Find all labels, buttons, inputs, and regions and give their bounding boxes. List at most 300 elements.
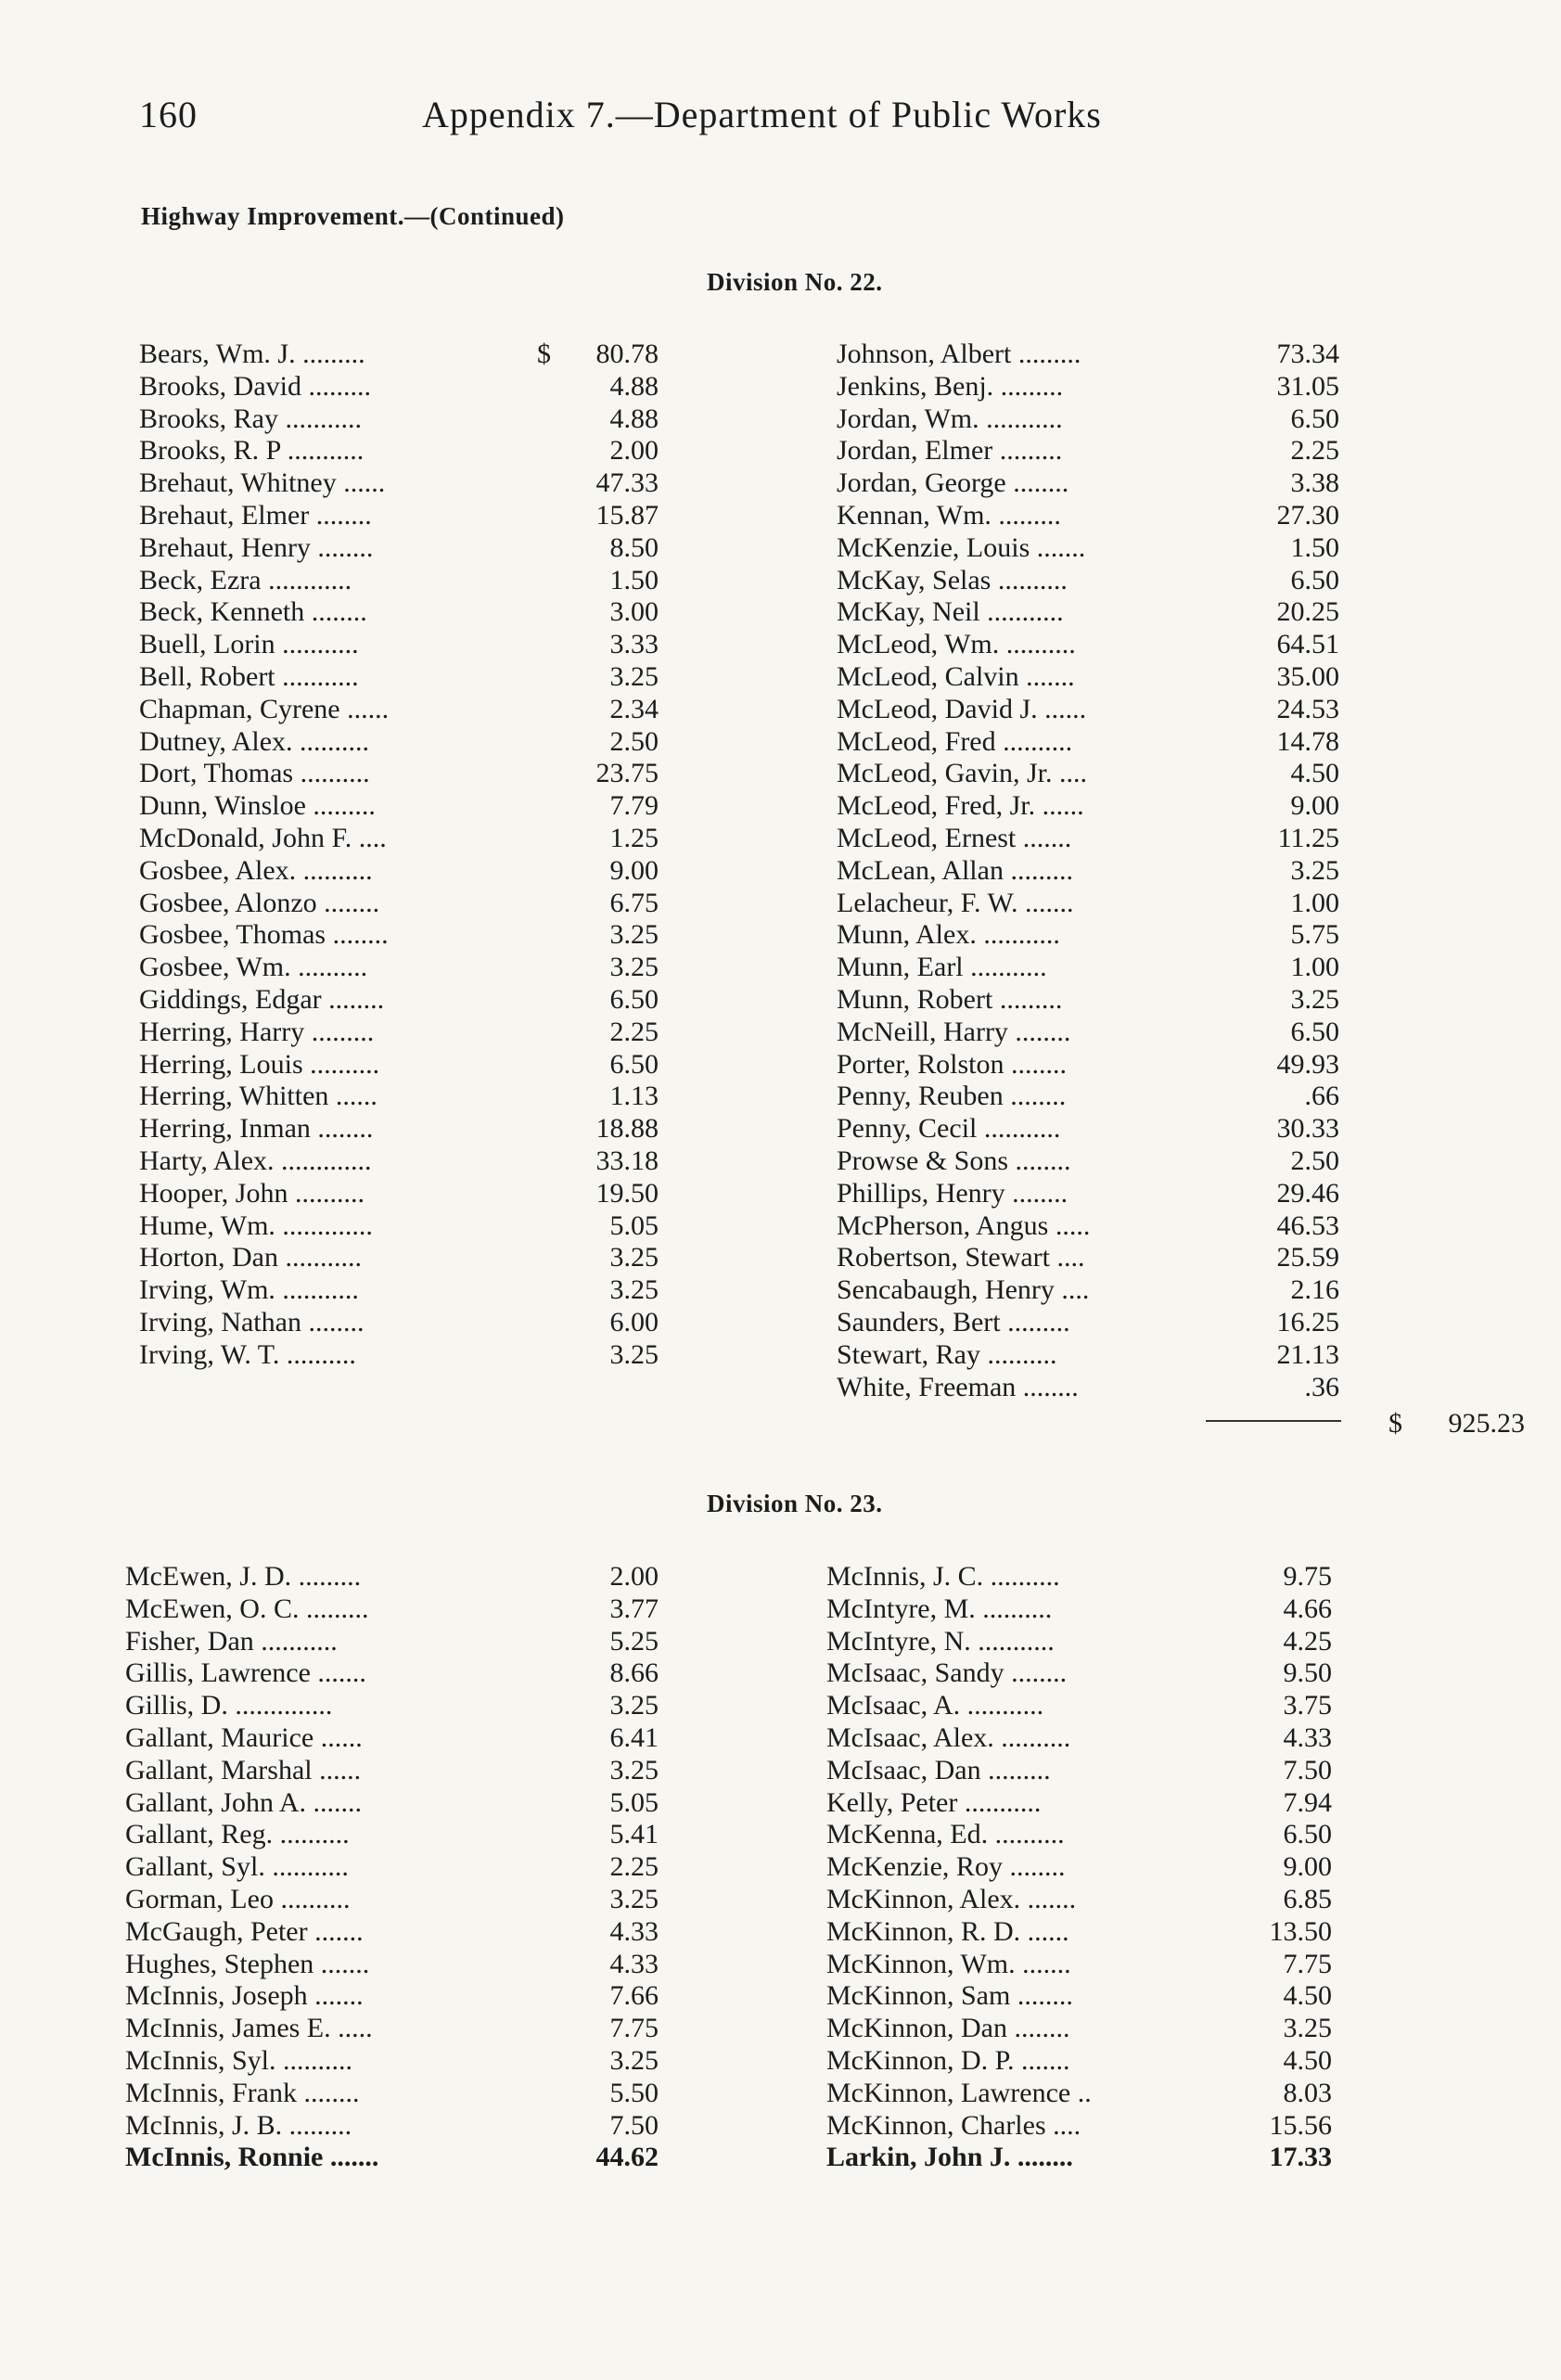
payment-amount: 9.00: [1290, 790, 1339, 822]
division-22-currency-symbol: $: [537, 339, 551, 369]
payee-name: Dutney, Alex. ..........: [139, 725, 370, 757]
division-23-right-row: [826, 1884, 1337, 1916]
payee-name: Gillis, Lawrence .......: [125, 1657, 366, 1689]
payee-name: McKinnon, D. P. .......: [826, 2044, 1070, 2076]
division-22-left-row: [139, 984, 659, 1017]
payee-name: McInnis, Frank ........: [125, 2077, 360, 2108]
payee-name: Hume, Wm. .............: [139, 1209, 373, 1241]
payment-amount: 9.75: [1283, 1561, 1332, 1592]
division-23-left-row: [125, 1851, 659, 1884]
payment-amount: 31.05: [1276, 370, 1339, 402]
division-22-right-row: [837, 500, 1352, 532]
payee-name: Dort, Thomas ..........: [139, 758, 370, 789]
division-22-right-row: [837, 823, 1352, 855]
payment-amount: 3.25: [609, 1754, 659, 1785]
payment-amount: 46.53: [1276, 1209, 1339, 1241]
payment-amount: 6.85: [1283, 1883, 1332, 1914]
payment-amount: 3.25: [609, 660, 659, 692]
division-23-right-row: [826, 1593, 1337, 1626]
division-23-right-column: [826, 1561, 1337, 2174]
division-22-left-row: [139, 952, 659, 984]
payee-name: Harty, Alex. .............: [139, 1145, 372, 1176]
division-22-left-column: [139, 339, 659, 1372]
payee-name: Gosbee, Alonzo ........: [139, 887, 380, 918]
division-22-right-row: [837, 661, 1352, 694]
payment-amount: 3.38: [1290, 467, 1339, 499]
division-22-right-row: [837, 339, 1352, 371]
payment-amount: 11.25: [1277, 822, 1339, 853]
division-22-left-row: [139, 1307, 659, 1339]
payee-name: Giddings, Edgar ........: [139, 983, 385, 1015]
division-22-left-row: [139, 500, 659, 532]
division-22-right-row: [837, 435, 1352, 467]
payee-name: Brehaut, Henry ........: [139, 531, 374, 563]
division-22-right-row: [837, 1210, 1352, 1243]
payee-name: Bell, Robert ...........: [139, 660, 359, 692]
payment-amount: 3.25: [1283, 2013, 1332, 2044]
payment-amount: 6.50: [1290, 564, 1339, 595]
payee-name: Sencabaugh, Henry ....: [837, 1274, 1090, 1306]
payee-name: McEwen, O. C. .........: [125, 1593, 369, 1624]
payee-name: Kennan, Wm. .........: [837, 499, 1061, 531]
payment-amount: .66: [1304, 1081, 1339, 1112]
payee-name: McInnis, Joseph .......: [125, 1980, 364, 2012]
division-22-left-row: [139, 403, 659, 436]
payment-amount: 4.88: [609, 370, 659, 402]
division-23-left-row: [125, 1722, 659, 1755]
payee-name: Irving, Nathan ........: [139, 1306, 365, 1337]
payee-name: Brehaut, Whitney ......: [139, 467, 386, 499]
payment-amount: 9.50: [1283, 1657, 1332, 1689]
division-22-right-row: [837, 1113, 1352, 1145]
payee-name: McInnis, J. B. .........: [125, 2109, 352, 2141]
payee-name: McKinnon, Dan ........: [826, 2013, 1070, 2044]
payment-amount: 4.25: [1283, 1625, 1332, 1657]
payee-name: McKenzie, Louis .......: [837, 531, 1086, 563]
division-22-right-row: [837, 1017, 1352, 1049]
payment-amount: 14.78: [1276, 725, 1339, 757]
division-23-left-row: [125, 1561, 659, 1593]
division-23-right-row: [826, 1980, 1337, 2013]
division-22-right-row: [837, 919, 1352, 952]
payment-amount: 30.33: [1276, 1113, 1339, 1145]
payment-amount: 23.75: [595, 758, 659, 789]
payee-name: Bears, Wm. J. .........: [139, 339, 365, 369]
division-23-left-row: [125, 1593, 659, 1626]
payee-name: Jordan, George ........: [837, 467, 1069, 499]
division-23-left-row: [125, 2142, 659, 2174]
section-title: Highway Improvement.—(Continued): [141, 202, 565, 230]
payment-amount: 3.25: [609, 1274, 659, 1306]
payee-name: McIntyre, N. ...........: [826, 1625, 1055, 1657]
payee-name: McDonald, John F. ....: [139, 822, 387, 853]
division-23-left-row: [125, 1884, 659, 1916]
division-23-right-row: [826, 1657, 1337, 1690]
payment-amount: 4.33: [609, 1915, 659, 1947]
payee-name: McIsaac, A. ...........: [826, 1690, 1044, 1721]
payee-name: Dunn, Winsloe .........: [139, 790, 376, 822]
payee-name: Beck, Ezra ............: [139, 564, 352, 595]
payee-name: McNeill, Harry ........: [837, 1016, 1071, 1047]
payee-name: Fisher, Dan ...........: [125, 1625, 338, 1657]
payment-amount: 2.00: [609, 435, 659, 467]
payment-amount: 3.25: [609, 1242, 659, 1273]
division-22-left-row: [139, 1210, 659, 1243]
payee-name: McInnis, J. C. ..........: [826, 1561, 1060, 1592]
payee-name: McLeod, Calvin .......: [837, 660, 1075, 692]
payment-amount: 19.50: [595, 1177, 659, 1209]
division-23-left-row: [125, 1787, 659, 1820]
division-22-left-row: [139, 694, 659, 726]
payee-name: Gorman, Leo ..........: [125, 1883, 351, 1914]
division-23-left-row: [125, 1980, 659, 2013]
payee-name: Herring, Harry .........: [139, 1016, 375, 1047]
payment-amount: 3.25: [609, 952, 659, 983]
division-22-right-row: [837, 1081, 1352, 1113]
payee-name: McEwen, J. D. .........: [125, 1561, 362, 1592]
payee-name: McIsaac, Sandy ........: [826, 1657, 1068, 1689]
payment-amount: 4.50: [1290, 758, 1339, 789]
payee-name: Brehaut, Elmer ........: [139, 499, 372, 531]
division-22-left-row: [139, 467, 659, 500]
division-22-left-row: [139, 1113, 659, 1145]
page-title: Appendix 7.—Department of Public Works: [422, 94, 1102, 135]
division-23-title: Division No. 23.: [707, 1490, 883, 1517]
division-22-left-row: [139, 855, 659, 888]
division-22-left-row: [139, 823, 659, 855]
payee-name: Herring, Inman ........: [139, 1113, 374, 1145]
division-22-total: 925.23: [1448, 1408, 1525, 1439]
payment-amount: 27.30: [1276, 499, 1339, 531]
payee-name: McKinnon, Alex. .......: [826, 1883, 1077, 1914]
payment-amount: 7.79: [609, 790, 659, 822]
division-23-left-row: [125, 1657, 659, 1690]
payment-amount: 29.46: [1276, 1177, 1339, 1209]
payee-name: McKinnon, Charles ....: [826, 2109, 1081, 2141]
page-header: [139, 93, 1271, 148]
payee-name: McKinnon, Lawrence ..: [826, 2077, 1092, 2108]
payment-amount: 5.50: [609, 2077, 659, 2108]
division-22-right-row: [837, 726, 1352, 759]
payee-name: McIntyre, M. ..........: [826, 1593, 1053, 1624]
payment-amount: 7.75: [609, 2013, 659, 2044]
payee-name: Jordan, Elmer .........: [837, 435, 1063, 467]
payee-name: McInnis, James E. .....: [125, 2013, 373, 2044]
payee-name: McInnis, Ronnie .......: [125, 2142, 379, 2173]
payee-name: McLeod, Ernest .......: [837, 822, 1072, 853]
division-23-left-row: [125, 1949, 659, 1981]
division-22-right-row: [837, 629, 1352, 661]
payee-name: Munn, Alex. ...........: [837, 919, 1060, 951]
payment-amount: 6.75: [609, 887, 659, 918]
payee-name: Hooper, John ..........: [139, 1177, 365, 1209]
division-23-right-row: [826, 1851, 1337, 1884]
payee-name: Herring, Whitten ......: [139, 1081, 377, 1112]
payment-amount: 18.88: [595, 1113, 659, 1145]
division-22-right-row: [837, 758, 1352, 790]
payment-amount: 7.66: [609, 1980, 659, 2012]
payment-amount: 4.88: [609, 403, 659, 434]
payment-amount: 6.50: [609, 983, 659, 1015]
division-22-left-row: [139, 1081, 659, 1113]
division-23-left-row: [125, 1690, 659, 1722]
payee-name: Jordan, Wm. ...........: [837, 403, 1063, 434]
payment-amount: 7.94: [1283, 1786, 1332, 1818]
payment-amount: 3.00: [609, 596, 659, 628]
division-22-left-row: [139, 661, 659, 694]
payment-amount: 80.78: [595, 339, 659, 369]
division-22-left-row: [139, 1274, 659, 1307]
payee-name: Chapman, Cyrene ......: [139, 693, 390, 724]
total-rule: [1206, 1420, 1341, 1422]
payment-amount: 3.25: [609, 2044, 659, 2076]
division-22-left-row: [139, 1049, 659, 1081]
payee-name: Irving, Wm. ...........: [139, 1274, 359, 1306]
payee-name: Gosbee, Thomas ........: [139, 919, 389, 951]
division-23-left-row: [125, 1819, 659, 1851]
payment-amount: 3.25: [1290, 854, 1339, 886]
payee-name: McIsaac, Dan .........: [826, 1754, 1051, 1785]
division-22-left-row: [139, 532, 659, 565]
payee-name: McKay, Neil ...........: [837, 596, 1064, 628]
division-22-right-row: [837, 1178, 1352, 1210]
division-23-right-row: [826, 2013, 1337, 2045]
payee-name: Brooks, R. P ...........: [139, 435, 365, 467]
division-23-right-row: [826, 1755, 1337, 1787]
payment-amount: 3.25: [609, 1883, 659, 1914]
division-22-right-row: [837, 1274, 1352, 1307]
payee-name: McLeod, Wm. ..........: [837, 629, 1076, 660]
payment-amount: 7.50: [609, 2109, 659, 2141]
payment-amount: 6.50: [1283, 1819, 1332, 1850]
payment-amount: 3.25: [609, 1690, 659, 1721]
division-22-left-row: [139, 758, 659, 790]
payee-name: Prowse & Sons ........: [837, 1145, 1071, 1176]
payment-amount: 47.33: [595, 467, 659, 499]
payment-amount: 49.93: [1276, 1048, 1339, 1080]
payee-name: McLeod, Fred ..........: [837, 725, 1073, 757]
payment-amount: 2.50: [1290, 1145, 1339, 1176]
division-22-right-row: [837, 467, 1352, 500]
division-22-left-row: [139, 1242, 659, 1274]
payment-amount: 1.50: [1290, 531, 1339, 563]
payment-amount: 2.25: [609, 1016, 659, 1047]
payment-amount: 73.34: [1276, 339, 1339, 369]
payment-amount: 5.05: [609, 1209, 659, 1241]
division-22-left-row: [139, 629, 659, 661]
division-23-left-row: [125, 1755, 659, 1787]
payee-name: Munn, Robert .........: [837, 983, 1063, 1015]
division-23-right-row: [826, 2045, 1337, 2078]
division-23-right-row: [826, 1787, 1337, 1820]
division-22-right-row: [837, 1307, 1352, 1339]
division-23-right-row: [826, 2142, 1337, 2174]
division-22-right-row: [837, 694, 1352, 726]
payee-name: McLeod, Fred, Jr. ......: [837, 790, 1084, 822]
payee-name: Phillips, Henry ........: [837, 1177, 1068, 1209]
division-22-right-row: [837, 1372, 1352, 1404]
division-23-right-row: [826, 1819, 1337, 1851]
division-22-right-row: [837, 1242, 1352, 1274]
payment-amount: 8.03: [1283, 2077, 1332, 2108]
division-23-right-row: [826, 2110, 1337, 2143]
payment-amount: 3.25: [609, 1338, 659, 1370]
payee-name: Lelacheur, F. W. .......: [837, 887, 1074, 918]
payment-amount: 15.87: [595, 499, 659, 531]
division-22-left-row: [139, 596, 659, 629]
payee-name: Gallant, Maurice ......: [125, 1721, 363, 1753]
payment-amount: 33.18: [595, 1145, 659, 1176]
payment-amount: 44.62: [595, 2142, 659, 2173]
division-22-left-row: [139, 1145, 659, 1178]
payment-amount: 2.16: [1290, 1274, 1339, 1306]
payment-amount: 4.33: [609, 1948, 659, 1979]
payee-name: Herring, Louis ..........: [139, 1048, 380, 1080]
division-23-left-column: [125, 1561, 659, 2174]
division-23-right-row: [826, 1626, 1337, 1658]
payment-amount: 3.77: [609, 1593, 659, 1624]
payment-amount: 35.00: [1276, 660, 1339, 692]
payee-name: Gosbee, Alex. ..........: [139, 854, 373, 886]
division-22-left-row: [139, 339, 659, 371]
payee-name: Irving, W. T. ..........: [139, 1338, 356, 1370]
payee-name: McLean, Allan .........: [837, 854, 1073, 886]
payee-name: McIsaac, Alex. ..........: [826, 1721, 1071, 1753]
payment-amount: 2.50: [609, 725, 659, 757]
payment-amount: 2.34: [609, 693, 659, 724]
payee-name: Johnson, Albert .........: [837, 339, 1081, 369]
payee-name: Larkin, John J. ........: [826, 2142, 1073, 2173]
payment-amount: 6.00: [609, 1306, 659, 1337]
division-22-right-row: [837, 1339, 1352, 1372]
payee-name: Penny, Cecil ...........: [837, 1113, 1061, 1145]
payee-name: Brooks, Ray ...........: [139, 403, 362, 434]
payment-amount: 8.66: [609, 1657, 659, 1689]
payee-name: Gallant, John A. .......: [125, 1786, 362, 1818]
payment-amount: 1.13: [609, 1081, 659, 1112]
payee-name: Saunders, Bert .........: [837, 1306, 1070, 1337]
payee-name: McKenna, Ed. ..........: [826, 1819, 1065, 1850]
payment-amount: 1.00: [1290, 952, 1339, 983]
payment-amount: 2.25: [609, 1851, 659, 1883]
division-23-left-row: [125, 2013, 659, 2045]
payee-name: McPherson, Angus .....: [837, 1209, 1091, 1241]
division-22-right-row: [837, 596, 1352, 629]
payment-amount: 16.25: [1276, 1306, 1339, 1337]
payment-amount: 2.25: [1290, 435, 1339, 467]
payment-amount: 6.50: [609, 1048, 659, 1080]
payment-amount: 3.25: [1290, 983, 1339, 1015]
division-22-left-row: [139, 1339, 659, 1372]
payee-name: McKinnon, Wm. .......: [826, 1948, 1071, 1979]
payment-amount: 4.50: [1283, 1980, 1332, 2012]
payment-amount: 4.66: [1283, 1593, 1332, 1624]
payee-name: McLeod, David J. ......: [837, 693, 1087, 724]
division-22-right-row: [837, 888, 1352, 920]
payee-name: Buell, Lorin ...........: [139, 629, 359, 660]
division-22-right-row: [837, 403, 1352, 436]
division-22-left-row: [139, 565, 659, 597]
payee-name: Brooks, David .........: [139, 370, 371, 402]
division-23-right-row: [826, 1949, 1337, 1981]
division-22-left-row: [139, 1017, 659, 1049]
payee-name: Penny, Reuben ........: [837, 1081, 1067, 1112]
payee-name: Stewart, Ray ..........: [837, 1338, 1057, 1370]
division-22-total-symbol: $: [1388, 1408, 1402, 1439]
payment-amount: 3.25: [609, 919, 659, 951]
payment-amount: 7.75: [1283, 1948, 1332, 1979]
division-23-right-row: [826, 1916, 1337, 1949]
division-22-right-row: [837, 984, 1352, 1017]
payee-name: McLeod, Gavin, Jr. ....: [837, 758, 1087, 789]
division-22-left-row: [139, 888, 659, 920]
payment-amount: 13.50: [1269, 1915, 1332, 1947]
payment-amount: 9.00: [609, 854, 659, 886]
payment-amount: 17.33: [1269, 2142, 1332, 2173]
payment-amount: 3.75: [1283, 1690, 1332, 1721]
division-22-left-row: [139, 726, 659, 759]
division-23-left-row: [125, 2110, 659, 2143]
payee-name: White, Freeman ........: [837, 1371, 1079, 1402]
payee-name: Gallant, Marshal ......: [125, 1754, 362, 1785]
payee-name: Gillis, D. ..............: [125, 1690, 333, 1721]
division-23-right-row: [826, 1561, 1337, 1593]
payee-name: Munn, Earl ...........: [837, 952, 1047, 983]
payee-name: Beck, Kenneth ........: [139, 596, 367, 628]
payment-amount: 6.50: [1290, 403, 1339, 434]
payment-amount: 5.41: [609, 1819, 659, 1850]
division-23-left-row: [125, 1626, 659, 1658]
payee-name: McKinnon, R. D. ......: [826, 1915, 1069, 1947]
payment-amount: 25.59: [1276, 1242, 1339, 1273]
division-23-right-row: [826, 1722, 1337, 1755]
division-22-right-row: [837, 790, 1352, 823]
payment-amount: 5.05: [609, 1786, 659, 1818]
division-22-right-row: [837, 952, 1352, 984]
payee-name: Kelly, Peter ...........: [826, 1786, 1042, 1818]
division-22-right-row: [837, 1049, 1352, 1081]
payee-name: McInnis, Syl. ..........: [125, 2044, 353, 2076]
payee-name: McKinnon, Sam ........: [826, 1980, 1073, 2012]
division-22-right-row: [837, 565, 1352, 597]
payment-amount: 4.50: [1283, 2044, 1332, 2076]
payee-name: McKenzie, Roy ........: [826, 1851, 1066, 1883]
division-22-right-column: [837, 339, 1352, 1403]
payment-amount: 1.00: [1290, 887, 1339, 918]
payment-amount: 8.50: [609, 531, 659, 563]
division-23-right-row: [826, 2078, 1337, 2110]
payment-amount: 21.13: [1276, 1338, 1339, 1370]
payment-amount: 2.00: [609, 1561, 659, 1592]
payment-amount: 64.51: [1276, 629, 1339, 660]
division-22-right-row: [837, 532, 1352, 565]
payment-amount: 15.56: [1269, 2109, 1332, 2141]
payment-amount: 6.41: [609, 1721, 659, 1753]
payee-name: McGaugh, Peter .......: [125, 1915, 364, 1947]
division-23-right-row: [826, 1690, 1337, 1722]
division-22-left-row: [139, 435, 659, 467]
division-22-left-row: [139, 790, 659, 823]
payee-name: Horton, Dan ...........: [139, 1242, 362, 1273]
page-number: 160: [139, 94, 198, 135]
division-22-title: Division No. 22.: [707, 268, 883, 296]
payee-name: Gallant, Reg. ..........: [125, 1819, 350, 1850]
payment-amount: 1.25: [609, 822, 659, 853]
division-22-right-row: [837, 371, 1352, 403]
payment-amount: 5.75: [1290, 919, 1339, 951]
payee-name: Jenkins, Benj. .........: [837, 370, 1064, 402]
division-22-left-row: [139, 371, 659, 403]
